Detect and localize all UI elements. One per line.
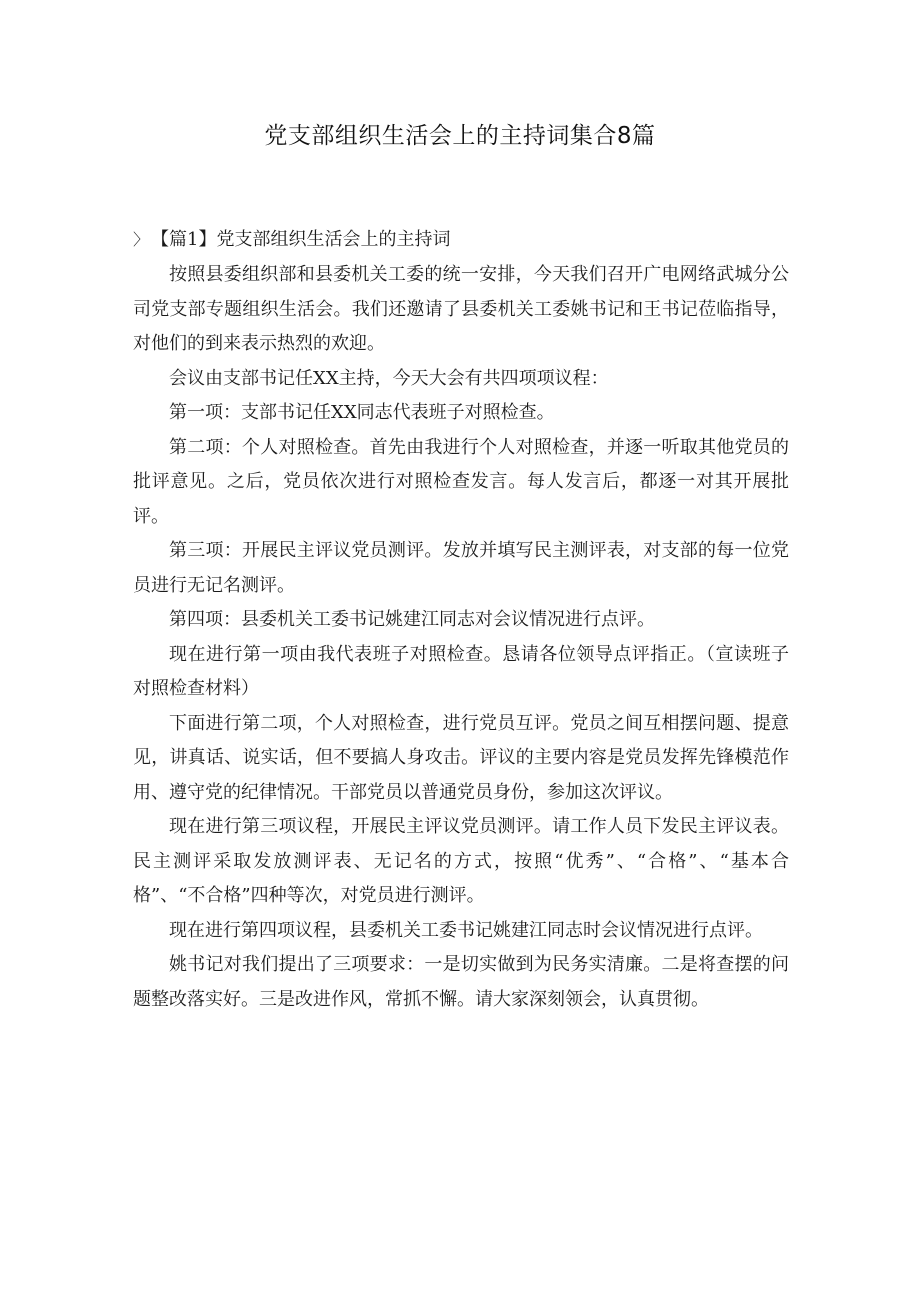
paragraph: 第二项：个人对照检查。首先由我进行个人对照检查，并逐一听取其他党员的批评意见。之后，党员依次进行对照检查发言。每人发言后，都逐一对其开展批评。	[133, 436, 789, 527]
paragraph: 姚书记对我们提出了三项要求：一是切实做到为民务实清廉。二是将查摆的问题整改落实好。三是改进作风，常抓不懈。请大家深刻领会，认真贯彻。	[133, 954, 789, 1010]
paragraph: 现在进行第一项由我代表班子对照检查。恳请各位领导点评指正。（宣读班子对照检查材料）	[133, 643, 789, 699]
paragraph: 按照县委组织部和县委机关工委的统一安排，今天我们召开广电网络武城分公司党支部专题组织生活会。我们还邀请了县委机关工委姚书记和王书记莅临指导，对他们的到来表示热烈的欢迎。	[133, 264, 789, 354]
document-body	[133, 258, 789, 1017]
paragraph: 现在进行第三项议程，开展民主评议党员测评。请工作人员下发民主评议表。民主测评采取发放测评表、无记名的方式，按照“优秀”、“合格”、“基本合格”、“不合格”四种等次，对党员进行测评。	[133, 816, 789, 906]
paragraph: 第三项：开展民主评议党员测评。发放并填写民主测评表，对支部的每一位党员进行无记名测评。	[133, 540, 789, 596]
paragraph: 第一项：支部书记任XX同志代表班子对照检查。	[169, 402, 555, 423]
paragraph: 第四项：县委机关工委书记姚建江同志对会议情况进行点评。	[169, 609, 655, 630]
document-title: 党支部组织生活会上的主持词集合8篇	[264, 123, 656, 149]
paragraph: 下面进行第二项，个人对照检查，进行党员互评。党员之间互相摆问题、提意见，讲真话、说实话，但不要搞人身攻击。评议的主要内容是党员发挥先锋模范作用、遵守党的纪律情况。干部党员以普通党员身份，参加这次评议。	[133, 712, 789, 803]
section-heading-text: 【篇1】党支部组织生活会上的主持词	[151, 229, 451, 250]
chevron-right-icon: 〉	[133, 230, 150, 249]
section-heading	[133, 224, 793, 256]
paragraph: 现在进行第四项议程，县委机关工委书记姚建江同志时会议情况进行点评。	[169, 919, 763, 941]
paragraph: 会议由支部书记任XX主持，今天大会有共四项项议程：	[169, 367, 609, 389]
